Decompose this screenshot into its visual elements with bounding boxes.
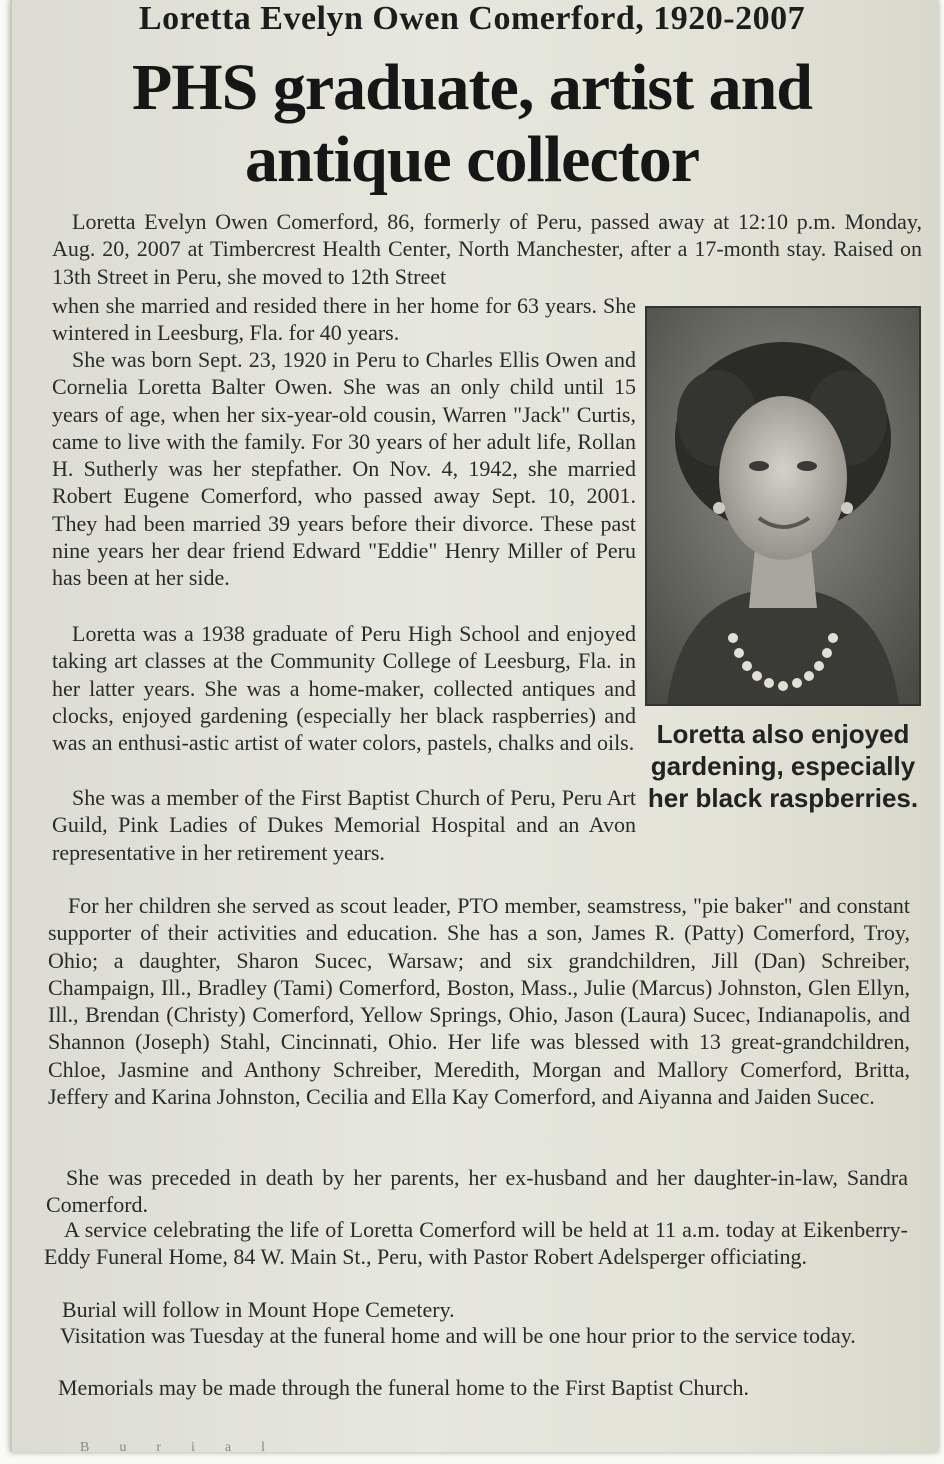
cut-off-text: Burial (80, 1440, 295, 1455)
paragraph-5: For her children she served as scout leader, PTO member, seamstress, "pie baker" and constant supporter of their activities and education. She has a son, James R. (Patty) Comerford, Troy, Ohio; a daughter, Sharon Sucec, Warsaw; and six grandchildren, Jill (Dan) Schreiber, Champaign, Ill., Bradley (Tami) Comerford, Boston, Mass., Julie (Marcus) Johnston, Glen Ellyn, Ill., Brendan (Christy) Comerford, Yellow Springs, Ohio, Jason (Laura) Sucec, Indianapolis, and Shannon (Joseph) Stahl, Cincinnati, Ohio. Her life was blessed with 13 great-grandchildren, Chloe, Jasmine and Anthony Schreiber, Meredith, Morgan and Mallory Comerford, Britta, Jeffery and Karina Johnston, Cecilia and Ella Kay Comerford, and Aiyanna and Jaiden Sucec. (48, 893, 910, 1110)
paragraph-2: She was born Sept. 23, 1920 in Peru to Charles Ellis Owen and Cornelia Loretta Balter Owen. She was an only child until 15 years of age, when her six-year-old cousin, Warren "Jack" Curtis, came to live with the family. For 30 years of her adult life, Rollan H. Sutherly was her stepfather. On Nov. 4, 1942, she married Robert Eugene Comerford, who passed away Sept. 10, 2001. They had been married 39 years before their divorce. These past nine years her dear friend Edward "Eddie" Henry Miller of Peru has been at her side. (52, 347, 636, 591)
paragraph-10: Memorials may be made through the funeral home to the First Baptist Church. (58, 1375, 750, 1400)
portrait-photo (645, 306, 921, 706)
paragraph-1-cont: when she married and resided there in her home for 63 years. She wintered in Leesburg, Fla. for 40 years. (52, 293, 636, 346)
headline: PHS graduate, artist and antique collector (131, 51, 813, 196)
paragraph-1: Loretta Evelyn Owen Comerford, 86, formerly of Peru, passed away at 12:10 p.m. Monday, Aug. 20, 2007 at Timbercrest Health Center, North Manchester, after a 17-month stay. Raised on 13th Street in Peru, she moved to 12th Street (52, 209, 922, 289)
paragraph-4: She was a member of the First Baptist Church of Peru, Peru Art Guild, Pink Ladies of Dukes Memorial Hospital and an Avon representative in her retirement years. (52, 785, 636, 865)
paragraph-9: Visitation was Tuesday at the funeral home and will be one hour prior to the service today. (60, 1323, 856, 1348)
paragraph-7: A service celebrating the life of Loretta Comerford will be held at 11 a.m. today at Eikenberry-Eddy Funeral Home, 84 W. Main St., Peru, with Pastor Robert Adelsperger officiating. (44, 1217, 908, 1270)
paragraph-8: Burial will follow in Mount Hope Cemetery. (62, 1297, 455, 1322)
obituary-name-dates: Loretta Evelyn Owen Comerford, 1920-2007 (138, 0, 806, 37)
paragraph-3: Loretta was a 1938 graduate of Peru High School and enjoyed taking art classes at the Community College of Leesburg, Fla. in her latter years. She was a home-maker, collected antiques and clocks, enjoyed gardening (especially her black raspberries) and was an enthusi-astic artist of water colors, pastels, chalks and oils. (52, 621, 636, 756)
portrait-image (647, 308, 919, 704)
photo-caption: Loretta also enjoyed gardening, especially her black raspberries. (647, 719, 919, 813)
paragraph-6: She was preceded in death by her parents, her ex-husband and her daughter-in-law, Sandra Comerford. (46, 1165, 908, 1218)
